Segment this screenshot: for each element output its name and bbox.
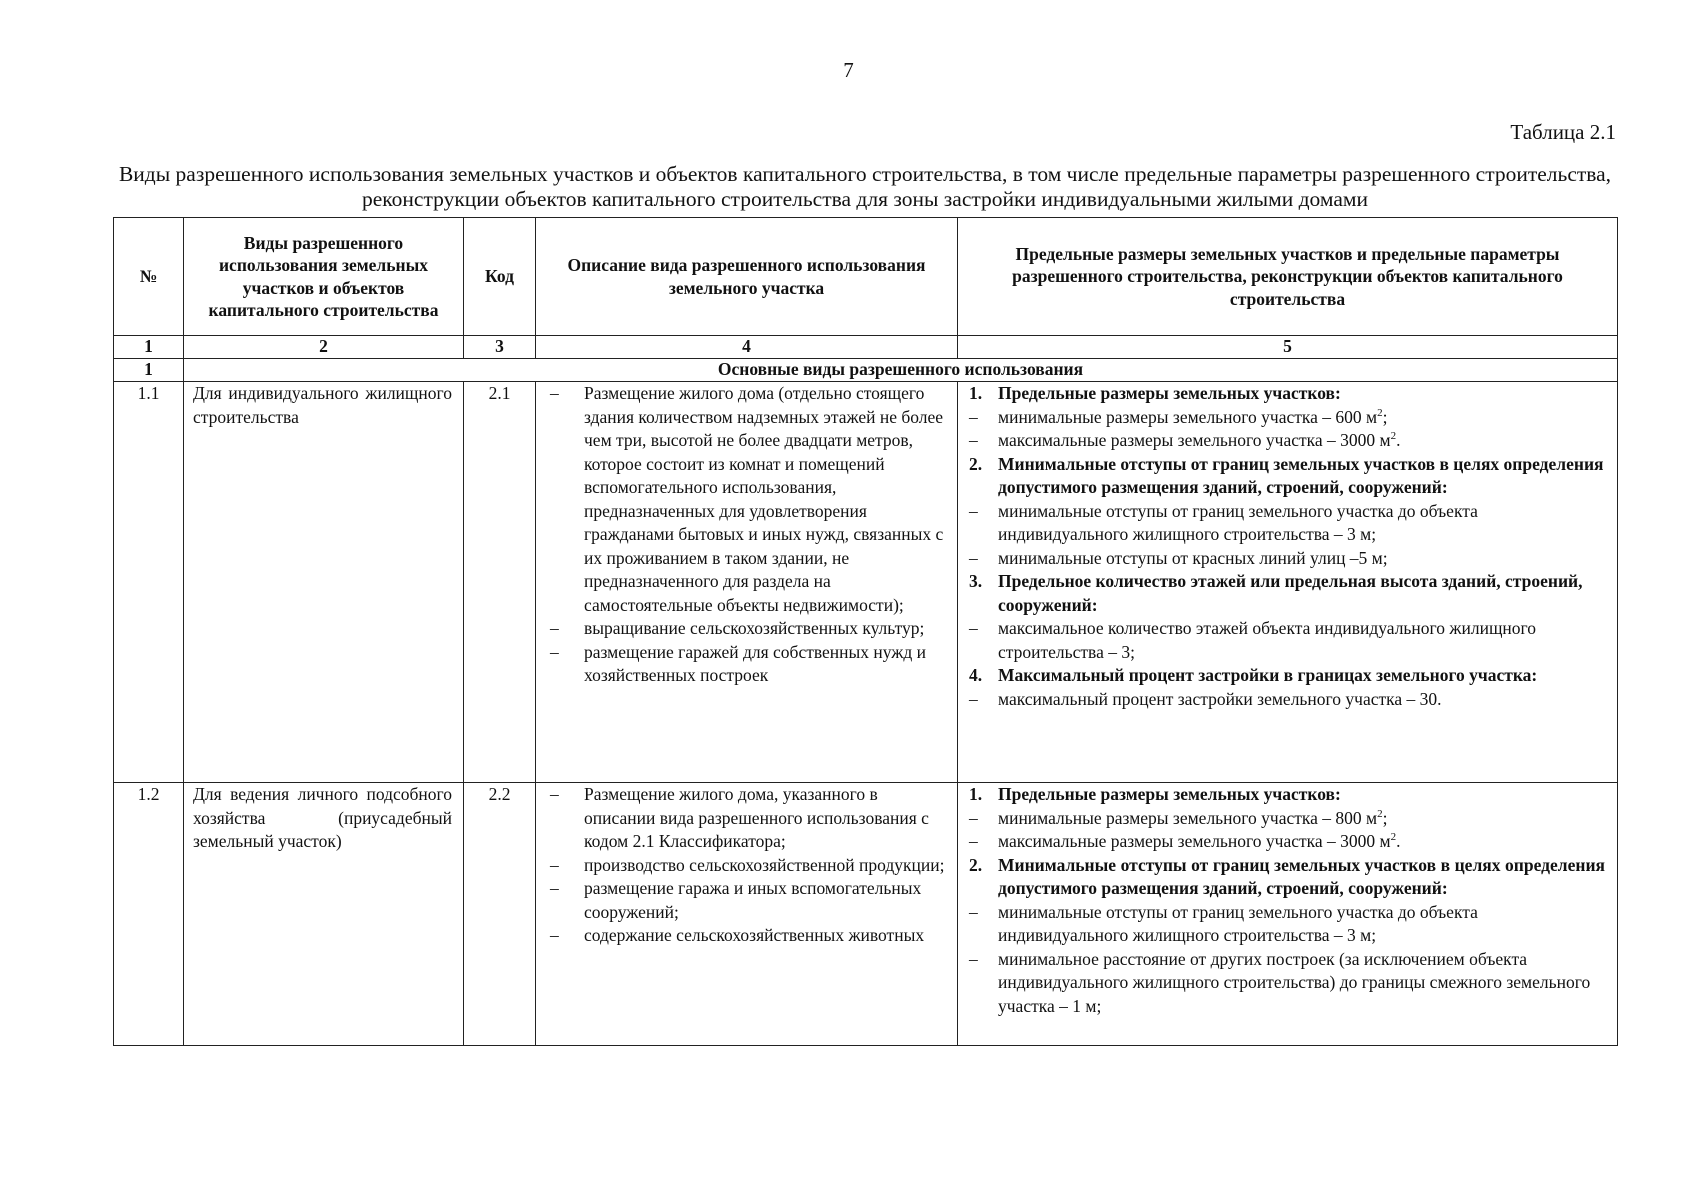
table-row (114, 783, 1618, 1046)
params-item: – минимальные отступы от границ земельного участка до объекта индивидуального жилищного строительства – 3 м; (969, 500, 1478, 544)
params-item: – максимальное количество этажей объекта индивидуального жилищного строительства – 3; (969, 618, 1537, 662)
table-caption: Виды разрешенного использования земельных участков и объектов капитального строительства, в том числе предельные параметры разрешенного строительства, реконструкции объектов капитального строительства для зоны застройки индивидуальными жилыми домами (118, 162, 1612, 211)
params-heading: 1. Предельные размеры земельных участков: (969, 383, 1341, 403)
header-num: № (114, 218, 184, 336)
zoning-table (113, 217, 1618, 1046)
header-code: Код (464, 218, 536, 336)
row-params (958, 382, 1618, 783)
dash-marker: – (550, 641, 559, 662)
dash-marker: – (550, 854, 559, 875)
params-heading: 3. Предельное количество этажей или предельная высота зданий, строений, сооружений: (969, 571, 1583, 615)
row-code: 2.1 (464, 382, 536, 783)
params-item: – минимальные размеры земельного участка – 800 $м^2$; (969, 807, 1388, 828)
row-number: 1.1 (114, 382, 184, 783)
row-params (958, 783, 1618, 1046)
description-item: – размещение гаражей для собственных нужд и хозяйственных построек (550, 641, 927, 685)
params-item: – минимальные отступы от границ земельного участка до объекта индивидуального жилищного строительства – 3 м; (969, 901, 1478, 945)
section-number: 1 (114, 359, 184, 382)
params-item: – максимальные размеры земельного участка – 3000 $м^2$. (969, 831, 1401, 851)
row-description (536, 783, 958, 1046)
column-number: 1 (114, 336, 184, 359)
params-item: – минимальное расстояние от других построек (за исключением объекта индивидуального жилищного строительства) до границы смежного земельного участка – 1 м; (969, 948, 1591, 1016)
params-heading: 2. Минимальные отступы от границ земельных участков в целях определения допустимого размещения зданий, строений, сооружений: (969, 453, 1604, 497)
header-params: Предельные размеры земельных участков и предельные параметры разрешенного строительства, реконструкции объектов капитального строительства (958, 218, 1618, 336)
row-name: Для ведения личного подсобного хозяйства (приусадебный земельный участок) (184, 783, 464, 1046)
column-number: 5 (958, 336, 1618, 359)
description-item: – размещение гаража и иных вспомогательных сооружений; (550, 878, 922, 922)
section-title: Основные виды разрешенного использования (184, 359, 1618, 382)
row-code: 2.2 (464, 783, 536, 1046)
description-item: – выращивание сельскохозяйственных культур; (536, 617, 957, 641)
page-number: 7 (843, 58, 854, 82)
params-item: – минимальные размеры земельного участка – 600 $м^2$; (969, 406, 1388, 427)
dash-marker: – (550, 618, 559, 638)
row-number: 1.2 (114, 783, 184, 1046)
description-item: – Размещение жилого дома (отдельно стоящего здания количеством надземных этажей не более чем три, высотой не более двадцати метров, которое состоит из комнат и помещений вспомогательного использования, предназначенных для удовлетворения гражданами бытовых и иных нужд, связанных с их проживанием в таком здании, не предназначенного для раздела на самостоятельные объекты недвижимости); (550, 383, 944, 615)
dash-marker: – (550, 784, 559, 804)
params-heading: 4. Максимальный процент застройки в границах земельного участка: (969, 665, 1538, 685)
params-item: – максимальный процент застройки земельного участка – 30. (969, 688, 1442, 709)
header-description: Описание вида разрешенного использования земельного участка (536, 218, 958, 336)
row-description (536, 382, 958, 783)
table-label: Таблица 2.1 (1510, 120, 1616, 144)
dash-marker: – (550, 878, 559, 898)
table-row (114, 382, 1618, 783)
column-number: 3 (464, 336, 536, 359)
dash-marker: – (550, 383, 559, 403)
description-item: – Размещение жилого дома, указанного в описании вида разрешенного использования с кодом 2.1 Классификатора; (550, 784, 929, 851)
header-row (114, 218, 1618, 336)
params-item: – минимальные отступы от красных линий улиц –5 м; (969, 547, 1388, 568)
description-item: – содержание сельскохозяйственных животных (536, 924, 957, 948)
params-heading: 2. Минимальные отступы от границ земельных участков в целях определения допустимого размещения зданий, строений, сооружений: (969, 854, 1605, 898)
column-numbers-row (114, 336, 1618, 359)
column-number: 2 (184, 336, 464, 359)
params-heading: 1. Предельные размеры земельных участков: (969, 784, 1341, 804)
row-name: Для индивидуального жилищного строительства (184, 382, 464, 783)
description-item: – производство сельскохозяйственной продукции; (536, 854, 957, 878)
section-row (114, 359, 1618, 382)
dash-marker: – (550, 925, 559, 945)
header-name: Виды разрешенного использования земельных участков и объектов капитального строительства (184, 218, 464, 336)
params-item: – максимальные размеры земельного участка – 3000 $м^2$. (969, 430, 1401, 450)
column-number: 4 (536, 336, 958, 359)
